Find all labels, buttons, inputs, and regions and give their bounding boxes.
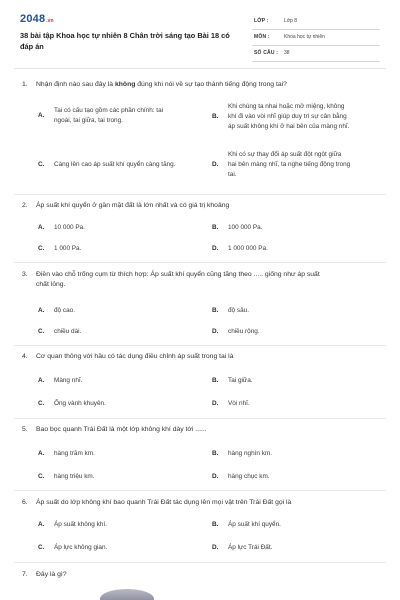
option-letter: C. xyxy=(38,245,45,252)
option-letter: D. xyxy=(212,328,219,335)
meta-key: LỚP : xyxy=(254,18,269,24)
question-separator xyxy=(14,418,386,419)
option-letter: C. xyxy=(38,400,45,407)
question-number: 1. xyxy=(22,81,28,88)
meta-key: MÔN : xyxy=(254,34,270,40)
meta-key: SỐ CÂU : xyxy=(254,50,279,56)
option-text: 1 000 Pa. xyxy=(54,245,82,252)
question-text-part: chất lỏng. xyxy=(36,281,66,288)
option-letter: D. xyxy=(212,245,219,252)
question-text xyxy=(22,425,367,435)
question-text-emphasis: không xyxy=(114,81,136,88)
question-number: 5. xyxy=(22,426,28,433)
option-letter: A. xyxy=(38,450,45,457)
meta-value: Khoa học tự nhiên xyxy=(284,34,325,40)
question-text-part: Nhận định nào sau đây là xyxy=(36,81,115,88)
option-text: hàng trăm km. xyxy=(54,450,95,457)
question-text xyxy=(22,498,382,508)
option-letter: D. xyxy=(212,473,219,480)
option-text xyxy=(228,150,350,180)
option-letter: A. xyxy=(38,377,45,384)
option-text: Áp lực Trái Đất. xyxy=(228,544,273,551)
option-text: Vòi nhĩ. xyxy=(228,400,250,407)
question-text xyxy=(22,570,367,580)
document-header xyxy=(0,0,400,62)
option-line: tai. xyxy=(228,171,237,178)
option-line: Tai có cấu tạo gồm các phần chính: tai xyxy=(54,107,164,114)
option-letter: B. xyxy=(212,521,219,528)
question-image xyxy=(100,589,154,600)
question-separator xyxy=(14,562,386,563)
question-text xyxy=(22,80,367,90)
option-text: Màng nhĩ. xyxy=(54,377,83,384)
option-text: 1 000 000 Pa. xyxy=(228,245,268,252)
question-text-part: Áp suất khí quyển ở gần mặt đất là lớn nhất và có giá trị khoảng xyxy=(36,202,230,209)
option-text: hàng chục km. xyxy=(228,473,270,480)
question-text-part: Điền vào chỗ trống cụm từ thích hợp: Áp suất khí quyển cũng tăng theo ..... giống như áp suất xyxy=(36,271,320,278)
option-line: Khi có sự thay đổi áp suất đột ngột giữa xyxy=(228,151,342,158)
option-line: áp suất không khí ở hai bên của màng nhĩ. xyxy=(228,123,350,130)
option-letter: A. xyxy=(38,224,45,231)
logo-text: 2048 xyxy=(20,13,46,25)
question-separator xyxy=(14,490,386,491)
option-letter: B. xyxy=(212,450,219,457)
meta-value: Lớp 8 xyxy=(284,18,298,24)
question-number: 4. xyxy=(22,353,28,360)
header-divider xyxy=(14,68,386,69)
option-letter: C. xyxy=(38,544,45,551)
option-letter: B. xyxy=(212,307,219,314)
question-number: 2. xyxy=(22,202,28,209)
option-text: hàng nghìn km. xyxy=(228,450,273,457)
question-text xyxy=(22,352,367,362)
option-text: 10 000 Pa. xyxy=(54,224,85,231)
question-text-part: Cơ quan thông với hầu có tác dụng điều chỉnh áp suất trong tai là xyxy=(36,353,234,360)
option-line: ngoài, tai giữa, tai trong. xyxy=(54,117,123,124)
option-letter: A. xyxy=(38,112,45,119)
option-letter: C. xyxy=(38,473,45,480)
option-text: Áp suất không khí. xyxy=(54,521,107,528)
option-letter: B. xyxy=(212,113,219,120)
option-text: Càng lên cao áp suất khí quyển càng tăng. xyxy=(54,161,176,168)
meta-info-table xyxy=(252,14,380,62)
option-letter: B. xyxy=(212,224,219,231)
meta-row-subject xyxy=(252,30,380,46)
option-text: hàng triệu km. xyxy=(54,473,95,480)
option-line: hai bên màng nhĩ, ta nghe tiếng động trong xyxy=(228,161,351,168)
question-text-part: Áp suất do lớp không khí bao quanh Trái Đất tác dụng lên mọi vật trên Trái Đất gọi là xyxy=(36,499,292,506)
option-text: độ sâu. xyxy=(228,307,249,314)
question-number: 6. xyxy=(22,499,28,506)
option-text xyxy=(54,106,163,126)
option-text: Áp lực không gian. xyxy=(54,544,108,551)
question-text-part: Đây là gì? xyxy=(36,571,67,578)
meta-value: 38 xyxy=(284,50,290,56)
option-text: Ống vành khuyên. xyxy=(54,400,106,407)
option-text: chiều rộng. xyxy=(228,328,260,335)
option-line: khí đi vào vòi nhĩ giúp duy trì sự cân bằng xyxy=(228,113,347,120)
option-letter: D. xyxy=(212,400,219,407)
option-letter: D. xyxy=(212,161,219,168)
question-text xyxy=(22,201,367,211)
option-text: chiều dài. xyxy=(54,328,82,335)
option-text: Tai giữa. xyxy=(228,377,253,384)
option-text: độ cao. xyxy=(54,307,75,314)
question-number: 7. xyxy=(22,571,28,578)
meta-row-class xyxy=(252,14,380,30)
question-number: 3. xyxy=(22,271,28,278)
page-title: 38 bài tập Khoa học tự nhiên 8 Chân trời sáng tạo Bài 18 có đáp án xyxy=(20,31,230,51)
option-text: Áp suất khí quyển. xyxy=(228,521,281,528)
question-separator xyxy=(14,345,386,346)
question-separator xyxy=(14,262,386,263)
meta-row-count xyxy=(252,46,380,62)
question-separator xyxy=(14,194,386,195)
option-text: 100 000 Pa. xyxy=(228,224,263,231)
question-text-part: Bao bọc quanh Trái Đất là một lớp không khí dày tới ...... xyxy=(36,426,207,433)
option-letter: D. xyxy=(212,544,219,551)
question-text-part: đúng khi nói về sự tạo thành tiếng động trong tai? xyxy=(135,81,287,88)
option-letter: A. xyxy=(38,307,45,314)
option-letter: C. xyxy=(38,328,45,335)
option-letter: B. xyxy=(212,377,219,384)
option-line: Khi chúng ta nhai hoặc mở miệng, không xyxy=(228,103,345,110)
question-text xyxy=(22,270,372,290)
option-letter: C. xyxy=(38,161,45,168)
option-letter: A. xyxy=(38,521,45,528)
option-text xyxy=(228,102,349,132)
site-logo[interactable] xyxy=(20,13,54,25)
logo-domain: .vn xyxy=(46,18,54,24)
